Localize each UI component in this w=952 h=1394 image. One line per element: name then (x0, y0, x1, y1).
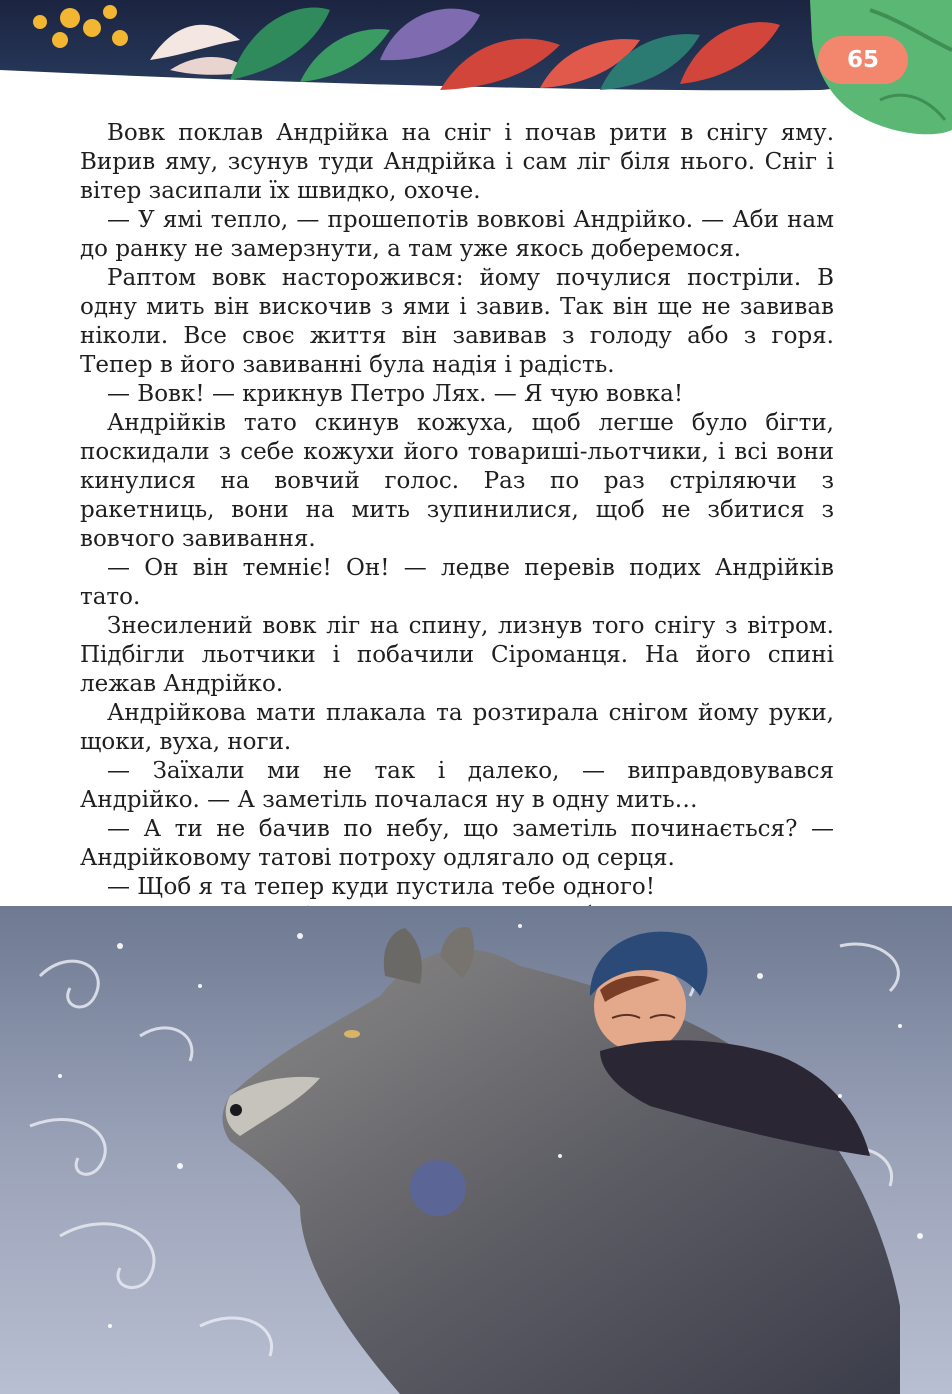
paragraph: — Заїхали ми не так і далеко, — виправдовувався Андрійко. — А заметіль почалася ну в одну мить… (80, 758, 834, 813)
page-number-badge (818, 36, 908, 84)
paragraph: Знесилений вовк ліг на спину, лизнув того снігу з вітром. Підбігли льотчики і побачили Сіроманця. На його спині лежав Андрійко. (80, 613, 834, 697)
paragraph: Вовк поклав Андрійка на сніг і почав рити в снігу яму. Вирив яму, зсунув туди Андрійка і сам ліг біля нього. Сніг і вітер засипали їх швидко, охоче. (80, 120, 834, 204)
paragraph: — У ямі тепло, — прошепотів вовкові Андрійко. — Аби нам до ранку не замерзнути, а там уже якось доберемося. (80, 207, 834, 262)
paragraph: Андрійків тато скинув кожуха, щоб легше було бігти, поскидали з себе кожухи його товариші-льотчики, і всі вони кинулися на вовчий голос. Раз по раз стріляючи з ракетниць, вони на мить зупинилися, щоб не збитися з вовчого завивання. (80, 410, 834, 552)
page-number: 65 (846, 47, 879, 73)
story-text (80, 119, 834, 960)
paragraph: Раптом вовк насторожився: йому почулися постріли. В одну мить він вискочив з ями і завив. Так він ще не завивав ніколи. Все своє життя він завивав з голоду або з горя. Тепер в його завиванні була надія і радість. (80, 265, 834, 378)
paragraph: — Он він темніє! Он! — ледве перевів подих Андрійків тато. (80, 555, 834, 610)
paragraph: — А ти не бачив по небу, що заметіль починається? — Андрійковому татові потроху одлягало од серця. (80, 816, 834, 871)
wolf-and-boy-illustration (0, 906, 952, 1394)
paragraph: Андрійкова мати плакала та розтирала снігом йому руки, щоки, вуха, ноги. (80, 700, 834, 755)
paragraph: — Щоб я та тепер куди пустила тебе одного! (107, 874, 656, 900)
paragraph: — Вовк! — крикнув Петро Лях. — Я чую вовка! (107, 381, 684, 407)
